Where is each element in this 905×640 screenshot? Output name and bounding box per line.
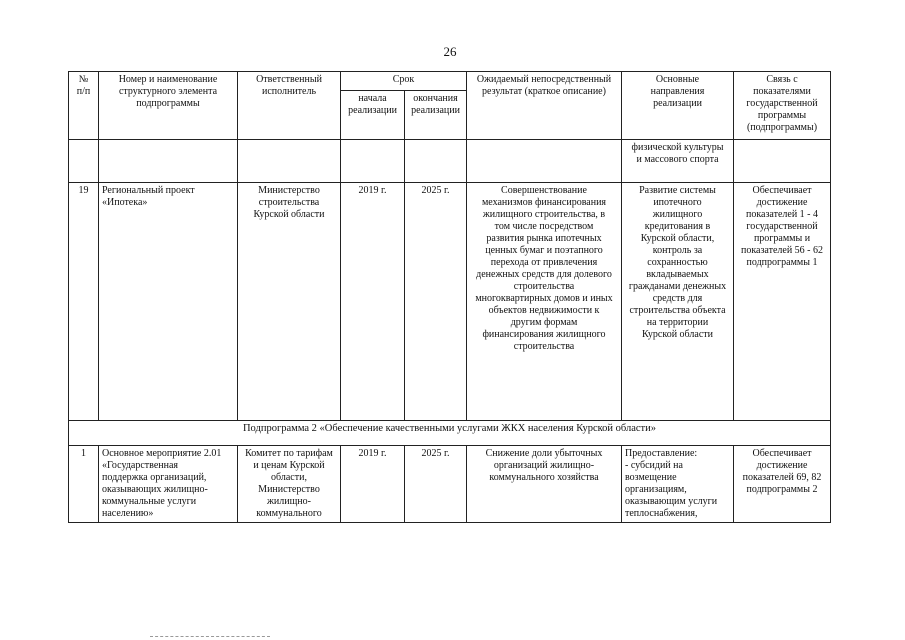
cell-executor bbox=[238, 140, 341, 183]
header-term-end: окончания реализации bbox=[405, 91, 467, 140]
header-term-start: начала реализации bbox=[341, 91, 405, 140]
header-link: Связь с показателями государственной программы (подпрограммы) bbox=[734, 72, 831, 140]
header-directions: Основные направления реализации bbox=[622, 72, 734, 140]
cell-num: 19 bbox=[69, 183, 99, 421]
cell-name bbox=[99, 140, 238, 183]
cell-result: Совершенствование механизмов финансирования жилищного строительства, в том числе посредством развития рынка ипотечных ценных бумаг и поэтапного перехода от привлечения денежных средств для долевого строительства многоквартирных домов и иных объектов недвижимости к другим формам финансирования жилищного строительства bbox=[467, 183, 622, 421]
program-table bbox=[68, 71, 831, 523]
cell-name: Основное мероприятие 2.01 «Государственная поддержка организаций, оказывающих жилищно- коммунальные услуги населению» bbox=[99, 446, 238, 523]
cell-num bbox=[69, 140, 99, 183]
page-number: 26 bbox=[443, 44, 457, 59]
cell-start: 2019 г. bbox=[341, 446, 405, 523]
cell-name: Региональный проект «Ипотека» bbox=[99, 183, 238, 421]
cell-result bbox=[467, 140, 622, 183]
table-row-1 bbox=[69, 446, 831, 523]
cell-link: Обеспечивает достижение показателей 69, 82 подпрограммы 2 bbox=[734, 446, 831, 523]
header-executor: Ответственный исполнитель bbox=[238, 72, 341, 140]
scan-artifact-line bbox=[150, 636, 270, 639]
header-name: Номер и наименование структурного элемента подпрограммы bbox=[99, 72, 238, 140]
subprogram-row bbox=[69, 421, 831, 446]
cell-link: Обеспечивает достижение показателей 1 - 4 государственной программы и показателей 56 - 62 подпрограммы 1 bbox=[734, 183, 831, 421]
subprogram-title: Подпрограмма 2 «Обеспечение качественными услугами ЖКХ населения Курской области» bbox=[69, 421, 831, 446]
cell-link bbox=[734, 140, 831, 183]
cell-executor: Комитет по тарифам и ценам Курской области, Министерство жилищно- коммунального bbox=[238, 446, 341, 523]
table-row-continuation bbox=[69, 140, 831, 183]
cell-end: 2025 г. bbox=[405, 183, 467, 421]
cell-num: 1 bbox=[69, 446, 99, 523]
cell-executor: Министерство строительства Курской области bbox=[238, 183, 341, 421]
header-result: Ожидаемый непосредственный результат (краткое описание) bbox=[467, 72, 622, 140]
header-term: Срок bbox=[341, 72, 467, 91]
cell-directions: физической культуры и массового спорта bbox=[622, 140, 734, 183]
cell-start bbox=[341, 140, 405, 183]
cell-end: 2025 г. bbox=[405, 446, 467, 523]
header-row bbox=[69, 72, 831, 91]
table-row-19 bbox=[69, 183, 831, 421]
cell-end bbox=[405, 140, 467, 183]
cell-start: 2019 г. bbox=[341, 183, 405, 421]
header-num: № п/п bbox=[69, 72, 99, 140]
cell-directions: Предоставление: - субсидий на возмещение организациям, оказывающим услуги теплоснабжения, bbox=[622, 446, 734, 523]
cell-result: Снижение доли убыточных организаций жилищно- коммунального хозяйства bbox=[467, 446, 622, 523]
cell-directions: Развитие системы ипотечного жилищного кредитования в Курской области, контроль за сохранностью вкладываемых гражданами денежных средств для строительства объекта на территории Курской области bbox=[622, 183, 734, 421]
